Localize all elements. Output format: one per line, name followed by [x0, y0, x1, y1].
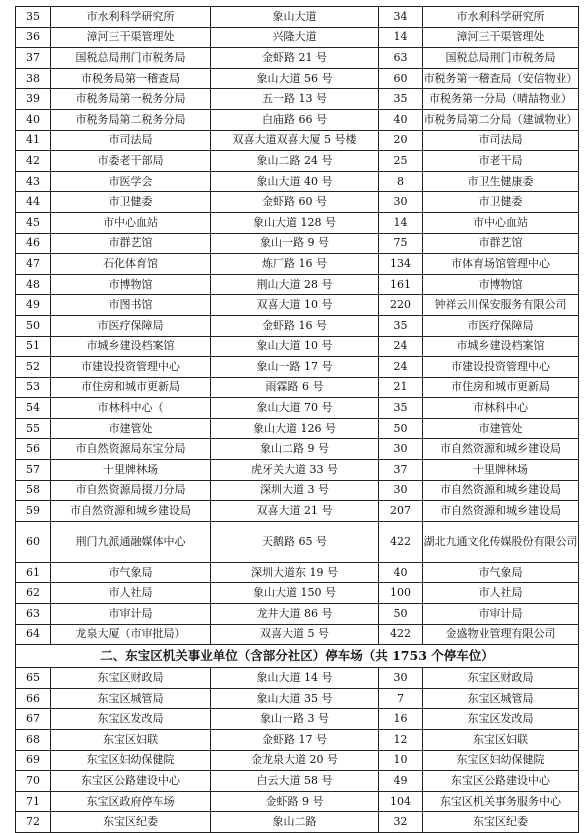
address-cell: 象山大道 126 号	[211, 418, 379, 439]
unit-name-cell: 东宝区妇联	[51, 730, 211, 751]
row-number-cell: 63	[16, 604, 51, 625]
table-row	[16, 688, 579, 709]
unit-name-cell: 市人社局	[51, 583, 211, 604]
management-unit-cell: 市林科中心	[423, 398, 579, 419]
unit-name-cell: 市医学会	[51, 171, 211, 192]
parking-spaces-cell: 220	[379, 295, 423, 316]
parking-spaces-cell: 14	[379, 27, 423, 48]
table-row	[16, 274, 579, 295]
row-number-cell: 45	[16, 212, 51, 233]
row-number-cell: 50	[16, 315, 51, 336]
parking-spaces-cell: 24	[379, 357, 423, 378]
parking-spaces-cell: 161	[379, 274, 423, 295]
management-unit-cell: 市医疗保障局	[423, 315, 579, 336]
unit-name-cell: 市博物馆	[51, 274, 211, 295]
address-cell: 双喜大道 10 号	[211, 295, 379, 316]
row-number-cell: 65	[16, 668, 51, 689]
parking-spaces-cell: 30	[379, 668, 423, 689]
management-unit-cell: 市城乡建设档案馆	[423, 336, 579, 357]
table-row	[16, 295, 579, 316]
table-row	[16, 624, 579, 645]
unit-name-cell: 东宝区纪委	[51, 812, 211, 833]
unit-name-cell: 市税务局第一稽查局	[51, 68, 211, 89]
table-row	[16, 668, 579, 689]
table-row	[16, 709, 579, 730]
table-row	[16, 68, 579, 89]
table-row	[16, 521, 579, 562]
address-cell: 象山大道 35 号	[211, 688, 379, 709]
management-unit-cell: 市气象局	[423, 562, 579, 583]
address-cell: 象山一路 3 号	[211, 709, 379, 730]
management-unit-cell: 钟祥云川保安服务有限公司	[423, 295, 579, 316]
parking-spaces-cell: 100	[379, 583, 423, 604]
parking-spaces-cell: 422	[379, 624, 423, 645]
address-cell: 金虾路 9 号	[211, 791, 379, 812]
unit-name-cell: 国税总局荆门市税务局	[51, 48, 211, 69]
address-cell: 炼厂路 16 号	[211, 254, 379, 275]
unit-name-cell: 东宝区财政局	[51, 668, 211, 689]
unit-name-cell: 荆门九派通融媒体中心	[51, 521, 211, 562]
address-cell: 深圳大道 3 号	[211, 480, 379, 501]
table-row	[16, 812, 579, 833]
unit-name-cell: 市司法局	[51, 130, 211, 151]
section2-body	[16, 668, 579, 833]
address-cell: 象山大道 40 号	[211, 171, 379, 192]
unit-name-cell: 市委老干部局	[51, 151, 211, 172]
row-number-cell: 57	[16, 460, 51, 481]
management-unit-cell: 东宝区发改局	[423, 709, 579, 730]
management-unit-cell: 国税总局荆门市税务局	[423, 48, 579, 69]
table-row	[16, 398, 579, 419]
management-unit-cell: 市税务第一稽查局（安信物业）	[423, 68, 579, 89]
row-number-cell: 69	[16, 750, 51, 771]
management-unit-cell: 市司法局	[423, 130, 579, 151]
management-unit-cell: 市自然资源和城乡建设局	[423, 439, 579, 460]
management-unit-cell: 东宝区妇幼保健院	[423, 750, 579, 771]
row-number-cell: 56	[16, 439, 51, 460]
row-number-cell: 59	[16, 501, 51, 522]
parking-spaces-cell: 30	[379, 192, 423, 213]
table-row	[16, 791, 579, 812]
unit-name-cell: 市建管处	[51, 418, 211, 439]
unit-name-cell: 十里牌林场	[51, 460, 211, 481]
address-cell: 双喜大道 5 号	[211, 624, 379, 645]
unit-name-cell: 市群艺馆	[51, 233, 211, 254]
management-unit-cell: 市群艺馆	[423, 233, 579, 254]
table-row	[16, 562, 579, 583]
table-row	[16, 771, 579, 792]
table-row	[16, 89, 579, 110]
parking-spaces-cell: 50	[379, 604, 423, 625]
parking-spaces-cell: 16	[379, 709, 423, 730]
row-number-cell: 43	[16, 171, 51, 192]
parking-spaces-cell: 134	[379, 254, 423, 275]
row-number-cell: 62	[16, 583, 51, 604]
management-unit-cell: 市人社局	[423, 583, 579, 604]
table-row	[16, 192, 579, 213]
parking-spaces-cell: 30	[379, 480, 423, 501]
row-number-cell: 46	[16, 233, 51, 254]
unit-name-cell: 东宝区发改局	[51, 709, 211, 730]
row-number-cell: 49	[16, 295, 51, 316]
management-unit-cell: 十里牌林场	[423, 460, 579, 481]
management-unit-cell: 市税务局第二分局（建诚物业）	[423, 109, 579, 130]
unit-name-cell: 市税务局第二税务分局	[51, 109, 211, 130]
table-row	[16, 7, 579, 28]
address-cell: 象山大道 14 号	[211, 668, 379, 689]
row-number-cell: 70	[16, 771, 51, 792]
address-cell: 象山一路 17 号	[211, 357, 379, 378]
parking-spaces-cell: 37	[379, 460, 423, 481]
management-unit-cell: 市自然资源和城乡建设局	[423, 480, 579, 501]
table-row	[16, 501, 579, 522]
row-number-cell: 68	[16, 730, 51, 751]
address-cell: 虎牙关大道 33 号	[211, 460, 379, 481]
parking-spaces-cell: 12	[379, 730, 423, 751]
address-cell: 象山二路	[211, 812, 379, 833]
table-row	[16, 480, 579, 501]
address-cell: 兴隆大道	[211, 27, 379, 48]
unit-name-cell: 市建设投资管理中心	[51, 357, 211, 378]
address-cell: 象山大道 70 号	[211, 398, 379, 419]
parking-spaces-cell: 21	[379, 377, 423, 398]
parking-lot-table	[15, 6, 579, 833]
unit-name-cell: 东宝区公路建设中心	[51, 771, 211, 792]
row-number-cell: 51	[16, 336, 51, 357]
parking-spaces-cell: 20	[379, 130, 423, 151]
management-unit-cell: 湖北九通文化传媒股份有限公司	[423, 521, 579, 562]
address-cell: 象山大道 56 号	[211, 68, 379, 89]
unit-name-cell: 市税务局第一税务分局	[51, 89, 211, 110]
row-number-cell: 36	[16, 27, 51, 48]
unit-name-cell: 石化体育馆	[51, 254, 211, 275]
management-unit-cell: 东宝区机关事务服务中心	[423, 791, 579, 812]
address-cell: 象山一路 9 号	[211, 233, 379, 254]
row-number-cell: 52	[16, 357, 51, 378]
table-row	[16, 48, 579, 69]
row-number-cell: 53	[16, 377, 51, 398]
row-number-cell: 58	[16, 480, 51, 501]
table-row	[16, 357, 579, 378]
unit-name-cell: 市城乡建设档案馆	[51, 336, 211, 357]
row-number-cell: 41	[16, 130, 51, 151]
table-row	[16, 418, 579, 439]
row-number-cell: 67	[16, 709, 51, 730]
address-cell: 象山大道 10 号	[211, 336, 379, 357]
parking-spaces-cell: 35	[379, 89, 423, 110]
row-number-cell: 44	[16, 192, 51, 213]
unit-name-cell: 市中心血站	[51, 212, 211, 233]
table-row	[16, 583, 579, 604]
management-unit-cell: 市建设投资管理中心	[423, 357, 579, 378]
unit-name-cell: 市卫健委	[51, 192, 211, 213]
management-unit-cell: 市体育场馆管理中心	[423, 254, 579, 275]
parking-spaces-cell: 24	[379, 336, 423, 357]
section1-body	[16, 7, 579, 645]
management-unit-cell: 东宝区城管局	[423, 688, 579, 709]
unit-name-cell: 市气象局	[51, 562, 211, 583]
management-unit-cell: 市卫健委	[423, 192, 579, 213]
address-cell: 龙井大道 86 号	[211, 604, 379, 625]
address-cell: 金龙泉大道 20 号	[211, 750, 379, 771]
management-unit-cell: 金盛物业管理有限公司	[423, 624, 579, 645]
address-cell: 金虾路 21 号	[211, 48, 379, 69]
address-cell: 白庙路 66 号	[211, 109, 379, 130]
management-unit-cell: 东宝区财政局	[423, 668, 579, 689]
table-row	[16, 171, 579, 192]
management-unit-cell: 市审计局	[423, 604, 579, 625]
management-unit-cell: 市自然资源和城乡建设局	[423, 501, 579, 522]
row-number-cell: 64	[16, 624, 51, 645]
row-number-cell: 35	[16, 7, 51, 28]
table-row	[16, 233, 579, 254]
management-unit-cell: 漳河三干渠管理处	[423, 27, 579, 48]
management-unit-cell: 市卫生健康委	[423, 171, 579, 192]
unit-name-cell: 东宝区城管局	[51, 688, 211, 709]
parking-spaces-cell: 32	[379, 812, 423, 833]
parking-spaces-cell: 8	[379, 171, 423, 192]
unit-name-cell: 市医疗保障局	[51, 315, 211, 336]
unit-name-cell: 市图书馆	[51, 295, 211, 316]
table-row	[16, 604, 579, 625]
address-cell: 象山二路 9 号	[211, 439, 379, 460]
address-cell: 象山大道	[211, 7, 379, 28]
management-unit-cell: 市中心血站	[423, 212, 579, 233]
row-number-cell: 61	[16, 562, 51, 583]
address-cell: 白云大道 58 号	[211, 771, 379, 792]
table-row	[16, 377, 579, 398]
parking-spaces-cell: 104	[379, 791, 423, 812]
unit-name-cell: 市水利科学研究所	[51, 7, 211, 28]
management-unit-cell: 市税务第一分局（晴喆物业）	[423, 89, 579, 110]
table-row	[16, 254, 579, 275]
address-cell: 金虾路 17 号	[211, 730, 379, 751]
row-number-cell: 47	[16, 254, 51, 275]
parking-spaces-cell: 422	[379, 521, 423, 562]
table-row	[16, 336, 579, 357]
parking-spaces-cell: 50	[379, 418, 423, 439]
parking-spaces-cell: 63	[379, 48, 423, 69]
management-unit-cell: 东宝区公路建设中心	[423, 771, 579, 792]
parking-spaces-cell: 75	[379, 233, 423, 254]
row-number-cell: 55	[16, 418, 51, 439]
unit-name-cell: 龙泉大厦（市审批局）	[51, 624, 211, 645]
unit-name-cell: 东宝区妇幼保健院	[51, 750, 211, 771]
unit-name-cell: 市林科中心（	[51, 398, 211, 419]
row-number-cell: 39	[16, 89, 51, 110]
row-number-cell: 71	[16, 791, 51, 812]
management-unit-cell: 东宝区纪委	[423, 812, 579, 833]
table-row	[16, 151, 579, 172]
parking-spaces-cell: 10	[379, 750, 423, 771]
parking-spaces-cell: 40	[379, 109, 423, 130]
row-number-cell: 48	[16, 274, 51, 295]
row-number-cell: 37	[16, 48, 51, 69]
parking-lot-table-document	[15, 6, 578, 833]
row-number-cell: 72	[16, 812, 51, 833]
management-unit-cell: 市水利科学研究所	[423, 7, 579, 28]
address-cell: 天鹅路 65 号	[211, 521, 379, 562]
row-number-cell: 54	[16, 398, 51, 419]
address-cell: 荆山大道 28 号	[211, 274, 379, 295]
address-cell: 双喜大道 21 号	[211, 501, 379, 522]
parking-spaces-cell: 30	[379, 439, 423, 460]
address-cell: 金虾路 16 号	[211, 315, 379, 336]
table-row	[16, 439, 579, 460]
unit-name-cell: 市自然资源局东宝分局	[51, 439, 211, 460]
unit-name-cell: 漳河三干渠管理处	[51, 27, 211, 48]
parking-spaces-cell: 34	[379, 7, 423, 28]
address-cell: 双喜大道双喜大厦 5 号楼	[211, 130, 379, 151]
address-cell: 象山二路 24 号	[211, 151, 379, 172]
parking-spaces-cell: 35	[379, 398, 423, 419]
management-unit-cell: 市住房和城市更新局	[423, 377, 579, 398]
unit-name-cell: 东宝区政府停车场	[51, 791, 211, 812]
section-title-row	[16, 645, 579, 668]
management-unit-cell: 市建管处	[423, 418, 579, 439]
row-number-cell: 60	[16, 521, 51, 562]
row-number-cell: 42	[16, 151, 51, 172]
table-row	[16, 130, 579, 151]
unit-name-cell: 市自然资源和城乡建设局	[51, 501, 211, 522]
parking-spaces-cell: 40	[379, 562, 423, 583]
table-row	[16, 27, 579, 48]
row-number-cell: 40	[16, 109, 51, 130]
table-row	[16, 212, 579, 233]
parking-spaces-cell: 14	[379, 212, 423, 233]
address-cell: 金虾路 60 号	[211, 192, 379, 213]
table-row	[16, 750, 579, 771]
table-row	[16, 109, 579, 130]
row-number-cell: 38	[16, 68, 51, 89]
table-row	[16, 460, 579, 481]
management-unit-cell: 市博物馆	[423, 274, 579, 295]
address-cell: 雨霖路 6 号	[211, 377, 379, 398]
row-number-cell: 66	[16, 688, 51, 709]
parking-spaces-cell: 25	[379, 151, 423, 172]
parking-spaces-cell: 7	[379, 688, 423, 709]
table-row	[16, 730, 579, 751]
unit-name-cell: 市住房和城市更新局	[51, 377, 211, 398]
address-cell: 五一路 13 号	[211, 89, 379, 110]
management-unit-cell: 东宝区妇联	[423, 730, 579, 751]
parking-spaces-cell: 207	[379, 501, 423, 522]
unit-name-cell: 市审计局	[51, 604, 211, 625]
section-title: 二、东宝区机关事业单位（含部分社区）停车场（共 1753 个停车位）	[16, 645, 579, 668]
address-cell: 深圳大道东 19 号	[211, 562, 379, 583]
address-cell: 象山大道 128 号	[211, 212, 379, 233]
parking-spaces-cell: 60	[379, 68, 423, 89]
section2-header	[16, 645, 579, 668]
address-cell: 象山大道 150 号	[211, 583, 379, 604]
parking-spaces-cell: 35	[379, 315, 423, 336]
unit-name-cell: 市自然资源局掇刀分局	[51, 480, 211, 501]
table-row	[16, 315, 579, 336]
management-unit-cell: 市老干局	[423, 151, 579, 172]
parking-spaces-cell: 49	[379, 771, 423, 792]
